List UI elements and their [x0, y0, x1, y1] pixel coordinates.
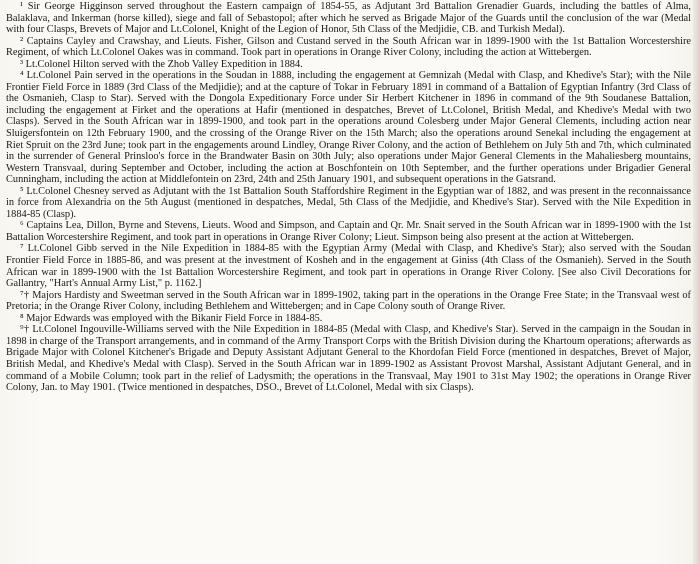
- footnote-2: ² Captains Cayley and Crawshay, and Lieuts. Fisher, Gilson and Custand served in the South African war in 1899-1900 with the 1st Battalion Worcestershire Regiment, of which Lt.Colonel Oakes was in command. Took part in operations in Orange River Colony, including the action at Wittebergen.: [6, 35, 691, 59]
- footnote-4: ⁴ Lt.Colonel Pain served in the operations in the Soudan in 1888, including the engagement at Gemnizah (Medal with Clasp, and Khedive's Star); with the Nile Frontier Field Force in 1889 (3rd Class of the Medjidie); and at the capture of Tokar in February 1891 in command of a Battalion of Egyptian Infantry (3rd Class of the Osmanieh, Clasp to Star). Served with the Dongola Expeditionary Force under Sir Herbert Kitchener in 1896 in command of the 9th Soudanese Battalion, including the engagement at Firket and the operations at Hafir (mentioned in despatches, Brevet of Lt.Colonel, British Medal, and Khedive's Medal with two Clasps). Served in the South African war in 1899-1900, and took part in the operations around Colesberg under Major General Clements, including action near Sluigersfontein on 12th February 1900, and the crossing of the Orange River on the 15th March; also the operations around Senekal including the engagement at Riet Spruit on the 23rd June; took part in the engagements around Lindley, Orange River Colony, and the action of Bethlehem on July 5th and 7th, which culminated in the surrender of General Prinsloo's force in the Brandwater Basin on 30th July; also operations under Major General Clements in the Mahaliesberg mountains, Western Transvaal, during September and October, including the action at Boschfontein on 10th September, and the further operations under Brigadier General Cunningham, including the action at Middlefontein on 23rd, 24th and 25th January 1901, and subsequent operations in the Gatsrand.: [6, 70, 691, 186]
- footnote-5: ⁵ Lt.Colonel Chesney served as Adjutant with the 1st Battalion South Staffordshire Regiment in the Egyptian war of 1882, and was present in the reconnaissance in force from Alexandria on the 5th August (mentioned in despatches, Medal, 5th Class of the Medjidie, and Khedive's Star). Served with the Nile Expedition in 1884-85 (Clasp).: [6, 185, 691, 220]
- page-edge: [693, 0, 699, 564]
- footnote-1: ¹ Sir George Higginson served throughout the Eastern campaign of 1854-55, as Adjutant 3rd Battalion Grenadier Guards, including the battles of Alma, Balaklava, and Inkerman (horse killed), siege and fall of Sebastopol; after which he served as Brigade Major of the Guards until the conclusion of the war (Medal with four Clasps, Brevets of Major and Lt.Colonel, Knight of the Legion of Honor, 5th Class of the Medjidie, CB. and Turkish Medal).: [6, 1, 691, 36]
- footnote-7: ⁷ Lt.Colonel Gibb served in the Nile Expedition in 1884-85 with the Egyptian Army (Medal with Clasp, and Khedive's Star); also served with the Soudan Frontier Field Force in 1885-86, and was present at the investment of Kosheh and in the engagement at Giniss (4th Class of the Osmanieh). Served in the South African war in 1899-1900 with the 1st Battalion Worcestershire Regiment, and took part in operations in Orange River Colony. [See also Civil Decorations for Gallantry, "Hart's Annual Army List," p. 1162.]: [6, 243, 691, 290]
- footnote-6: ⁶ Captains Lea, Dillon, Byrne and Stevens, Lieuts. Wood and Simpson, and Captain and Qr. Mr. Snait served in the South African war in 1899-1900 with the 1st Battalion Worcestershire Regiment, and took part in operations in Orange River Colony; Lieut. Simpson being also present at the action at Wittebergen.: [6, 220, 691, 243]
- footnotes-block: [6, 1, 691, 394]
- footnote-9-dagger: ⁹† Lt.Colonel Ingouville-Williams served with the Nile Expedition in 1884-85 (Medal with Clasp, and Khedive's Star). Served in the campaign in the Soudan in 1898 in charge of the Transport arrangements, and in command of the Army Transport Corps with the British Division during the Khartoum operations; afterwards as Brigade Major with Colonel Kitchener's Brigade and Deputy Assistant Adjutant General to the Khordofan Field Force (mentioned in despatches, Brevet of Major, British Medal, and Khedive's Medal with Clasp). Served in the South African war in 1899-1902 as Assistant Provost Marshal, Assistant Adjutant General, and in command of a Mobile Column; took part in the relief of Ladysmith; the operations in the Transvaal, May 1901 to 31st May 1902; the operations in Orange River Colony, Jan. to May 1901. (Twice mentioned in despatches, DSO., Brevet of Lt.Colonel, Medal with six Clasps).: [6, 324, 691, 394]
- footnote-7-dagger: ⁷† Majors Hardisty and Sweetman served in the South African war in 1899-1902, taking part in the operations in the Orange Free State; in the Transvaal west of Pretoria; in the Orange River Colony, including Bethlehem and Wittebergen; and in Cape Colony south of Orange River.: [6, 289, 691, 313]
- footnote-8: ⁸ Major Edwards was employed with the Bikanir Field Force in 1884-85.: [20, 312, 323, 324]
- footnote-3: ³ Lt.Colonel Hilton served with the Zhob Valley Expedition in 1884.: [20, 58, 303, 70]
